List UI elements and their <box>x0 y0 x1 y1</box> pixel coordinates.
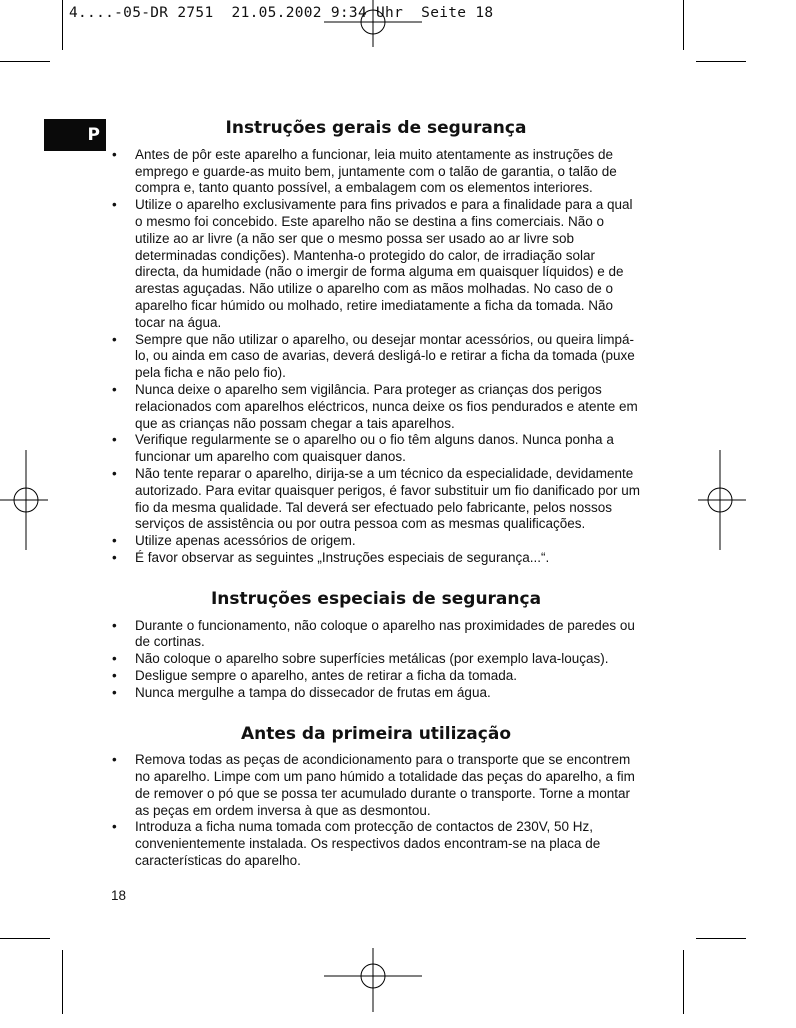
bullet-icon: • <box>112 617 117 633</box>
list-item-text: Verifique regularmente se o aparelho ou o fio têm alguns danos. Nunca ponha a funcionar um aparelho com quaisquer danos. <box>135 432 614 465</box>
crop-mark <box>62 0 63 50</box>
list-item-text: Nunca deixe o aparelho sem vigilância. Para proteger as crianças dos perigos relacionados com aparelhos eléctricos, nunca deixe os fios pendurados e atente em que as crianças não possam chegar a tais aparelhos. <box>135 381 638 431</box>
list-item <box>111 819 641 869</box>
list-item-text: É favor observar as seguintes „Instruções especiais de segurança...“. <box>135 549 550 565</box>
bullet-icon: • <box>112 381 117 397</box>
crop-mark <box>683 950 684 1014</box>
section-heading: Antes da primeira utilização <box>240 723 512 744</box>
list-item-text: Introduza a ficha numa tomada com protecção de contactos de 230V, 50 Hz, convenientemente instalada. Os respectivos dados encontram-se na placa de características do aparelho. <box>135 819 601 869</box>
bullet-icon: • <box>112 549 117 565</box>
crop-mark <box>683 0 684 50</box>
list-item <box>111 432 641 466</box>
bullet-icon: • <box>112 667 117 683</box>
bullet-list <box>111 618 641 702</box>
crop-mark <box>696 938 746 939</box>
bullet-icon: • <box>112 432 117 448</box>
list-item-text: Remova todas as peças de acondicionamento para o transporte que se encontrem no aparelho. Limpe com um pano húmido a totalidade das peças do aparelho, a fim de remover o pó que se possa ter acumulado durante o transporte. Torne a montar as peças em ordem inversa à que as desmontou. <box>135 752 635 818</box>
crop-mark <box>0 61 50 62</box>
crop-mark <box>62 950 63 1014</box>
list-item-text: Antes de pôr este aparelho a funcionar, leia muito atentamente as instruções de emprego e guarde-as muito bem, juntamente com o talão de garantia, o talão de compra e, tanto quanto possível, a embalagem com os elementos interiores. <box>135 146 617 196</box>
language-tab: P <box>44 119 106 151</box>
list-item <box>111 332 641 382</box>
list-item <box>111 685 641 702</box>
bullet-icon: • <box>112 684 117 700</box>
list-item <box>111 533 641 550</box>
registration-mark-icon <box>322 0 424 48</box>
bullet-icon: • <box>112 465 117 481</box>
list-item <box>111 466 641 533</box>
bullet-list <box>111 752 641 870</box>
list-item-text: Desligue sempre o aparelho, antes de retirar a ficha da tomada. <box>135 667 517 683</box>
section-heading: Instruções gerais de segurança <box>225 118 527 138</box>
bullet-icon: • <box>112 752 117 768</box>
list-item-text: Utilize apenas acessórios de origem. <box>135 533 356 549</box>
print-slug: 4....-05-DR 2751 21.05.2002 9:34 Uhr Seite 18 <box>69 5 494 21</box>
document-body <box>111 120 641 870</box>
list-item <box>111 651 641 668</box>
bullet-list <box>111 147 641 567</box>
section-first-use <box>111 723 641 870</box>
list-item <box>111 550 641 567</box>
list-item-text: Sempre que não utilizar o aparelho, ou desejar montar acessórios, ou queira limpá-lo, ou ainda em caso de avarias, deverá desligá-lo e retirar a ficha da tomada (puxe pela ficha e não pelo fio). <box>135 331 635 381</box>
page-number: 18 <box>111 888 127 903</box>
bullet-icon: • <box>112 197 117 213</box>
list-item <box>111 197 641 331</box>
bullet-icon: • <box>112 651 117 667</box>
list-item-text: Durante o funcionamento, não coloque o aparelho nas proximidades de paredes ou de cortinas. <box>135 617 635 650</box>
list-item-text: Não coloque o aparelho sobre superfícies metálicas (por exemplo lava-louças). <box>135 651 609 667</box>
list-item <box>111 752 641 819</box>
list-item <box>111 668 641 685</box>
list-item <box>111 147 641 197</box>
registration-mark-icon <box>698 450 746 550</box>
section-special-safety <box>111 588 641 702</box>
list-item <box>111 618 641 652</box>
list-item-text: Nunca mergulhe a tampa do dissecador de frutas em água. <box>135 684 491 700</box>
bullet-icon: • <box>112 819 117 835</box>
registration-mark-icon <box>322 948 424 1014</box>
crop-mark <box>0 938 50 939</box>
list-item <box>111 382 641 432</box>
crop-mark <box>696 61 746 62</box>
list-item-text: Utilize o aparelho exclusivamente para fins privados e para a finalidade para a qual o mesmo foi concebido. Este aparelho não se destina a fins comerciais. Não o utilize ao ar livre (a não ser que o mesmo possa ser usado ao ar livre sob determinadas condições). Mantenha-o protegido do calor, de irradiação solar directa, da humidade (não o imergir de forma alguma em quaisquer líquidos) e de arestas aguçadas. Não utilize o aparelho com as mãos molhadas. No caso de o aparelho ficar húmido ou molhado, retire imediatamente a ficha da tomada. Não tocar na água. <box>135 197 633 330</box>
bullet-icon: • <box>112 331 117 347</box>
registration-mark-icon <box>0 450 48 550</box>
bullet-icon: • <box>112 533 117 549</box>
bullet-icon: • <box>112 146 117 162</box>
section-general-safety <box>111 120 641 567</box>
list-item-text: Não tente reparar o aparelho, dirija-se a um técnico da especialidade, devidamente autorizado. Para evitar quaisquer perigos, é favor substituir um fio danificado por um fio da mesma qualidade. Tal deverá ser efectuado pelo fabricante, pelos nossos serviços de assistência ou por outra pessoa com as mesmas qualificações. <box>135 465 641 532</box>
section-heading: Instruções especiais de segurança <box>210 588 542 609</box>
